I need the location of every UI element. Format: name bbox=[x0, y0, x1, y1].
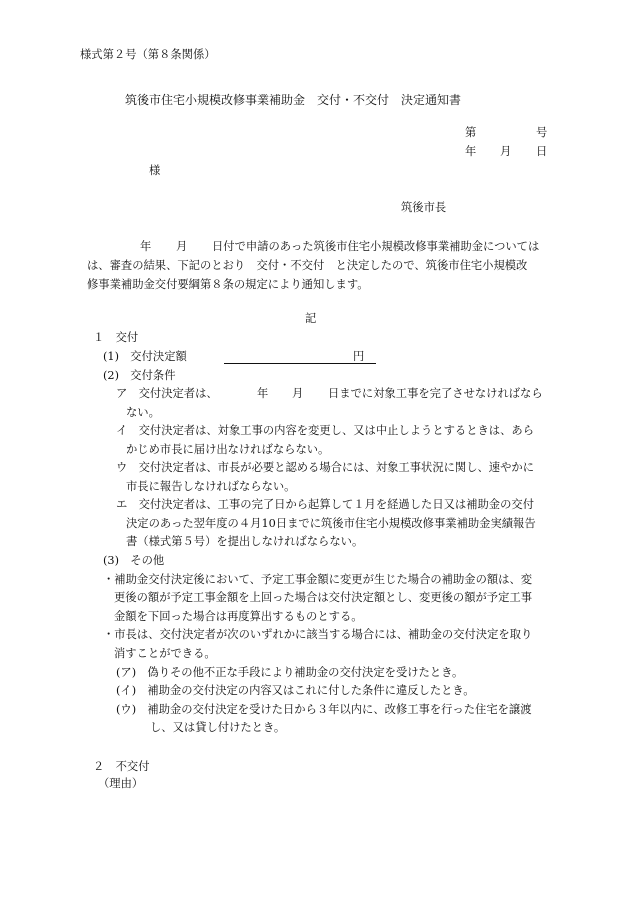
cond-u-line2: 市長に報告しなければならない。 bbox=[126, 480, 296, 493]
other-b1-line2: 更後の額が予定工事金額を上回った場合は交付決定額とし、変更後の額が予定工事 bbox=[114, 591, 532, 604]
amount-unit: 円 bbox=[353, 350, 365, 363]
revoke-i: (イ) 補助金の交付決定の内容又はこれに付した条件に違反したとき。 bbox=[116, 684, 475, 697]
cond-i-line1: イ 交付決定者は、対象工事の内容を変更し、又は中止しようとするときは、あら bbox=[116, 424, 534, 437]
issuer-name: 筑後市長 bbox=[401, 201, 447, 214]
other-b2-line1: ・市長は、交付決定者が次のいずれかに該当する場合には、補助金の交付決定を取り bbox=[103, 628, 533, 641]
ki-heading: 記 bbox=[305, 312, 317, 325]
revoke-u-line2: し、又は貸し付けたとき。 bbox=[150, 721, 286, 734]
form-number: 様式第２号（第８条関係） bbox=[80, 48, 216, 61]
cond-e-line3: 書（様式第５号）を提出しなければならない。 bbox=[126, 535, 364, 548]
cond-e-line1: エ 交付決定者は、工事の完了日から起算して１月を経過した日又は補助金の交付 bbox=[116, 498, 534, 511]
cond-a-tsuki: 月 bbox=[292, 387, 304, 400]
body-line3: 修事業補助金交付要綱第８条の規定により通知します。 bbox=[87, 278, 369, 291]
body-tsuki: 月 bbox=[176, 240, 188, 253]
revoke-u-line1: (ウ) 補助金の交付決定を受けた日から３年以内に、改修工事を行った住宅を譲渡 bbox=[116, 703, 532, 716]
cond-a-rest: 日までに対象工事を完了させなければなら bbox=[328, 387, 543, 400]
item2-label: (2) 交付条件 bbox=[103, 369, 176, 382]
cond-u-line1: ウ 交付決定者は、市長が必要と認める場合には、対象工事状況に関し、速やかに bbox=[116, 461, 534, 474]
section2-heading: ２ 不交付 bbox=[93, 760, 150, 773]
other-b1-line1: ・補助金交付決定後において、予定工事金額に変更が生じた場合の補助金の額は、変 bbox=[103, 573, 533, 586]
item3-label: (3) その他 bbox=[103, 554, 165, 567]
reason-label: （理由） bbox=[98, 777, 144, 790]
body-nen: 年 bbox=[140, 240, 152, 253]
number-dai: 第 bbox=[465, 126, 477, 139]
date-hi: 日 bbox=[536, 145, 548, 158]
cond-e-line2: 決定のあった翌年度の４月10日までに筑後市住宅小規模改修事業補助金実績報告 bbox=[126, 517, 536, 530]
cond-a-nen: 年 bbox=[257, 387, 269, 400]
cond-a-line2: ない。 bbox=[126, 406, 160, 419]
item1-label: (1) 交付決定額 bbox=[103, 350, 187, 363]
revoke-a: (ア) 偽りその他不正な手段により補助金の交付決定を受けたとき。 bbox=[116, 666, 464, 679]
date-nen: 年 bbox=[465, 145, 477, 158]
body-line1: 日付で申請のあった筑後市住宅小規模改修事業補助金については bbox=[212, 240, 540, 253]
amount-underline bbox=[224, 363, 376, 364]
other-b1-line3: 金額を下回った場合は再度算出するものとする。 bbox=[114, 610, 363, 623]
other-b2-line2: 消すことができる。 bbox=[114, 647, 216, 660]
cond-a-pre: ア 交付決定者は、 bbox=[116, 387, 218, 400]
cond-i-line2: かじめ市長に届け出なければならない。 bbox=[126, 443, 330, 456]
body-line2: は、審査の結果、下記のとおり 交付・不交付 と決定したので、筑後市住宅小規模改 bbox=[87, 259, 528, 272]
section1-heading: １ 交付 bbox=[93, 331, 139, 344]
addressee-sama: 様 bbox=[149, 164, 161, 177]
document-title: 筑後市住宅小規模改修事業補助金 交付・不交付 決定通知書 bbox=[125, 93, 462, 107]
number-go: 号 bbox=[536, 126, 548, 139]
date-tsuki: 月 bbox=[500, 145, 512, 158]
